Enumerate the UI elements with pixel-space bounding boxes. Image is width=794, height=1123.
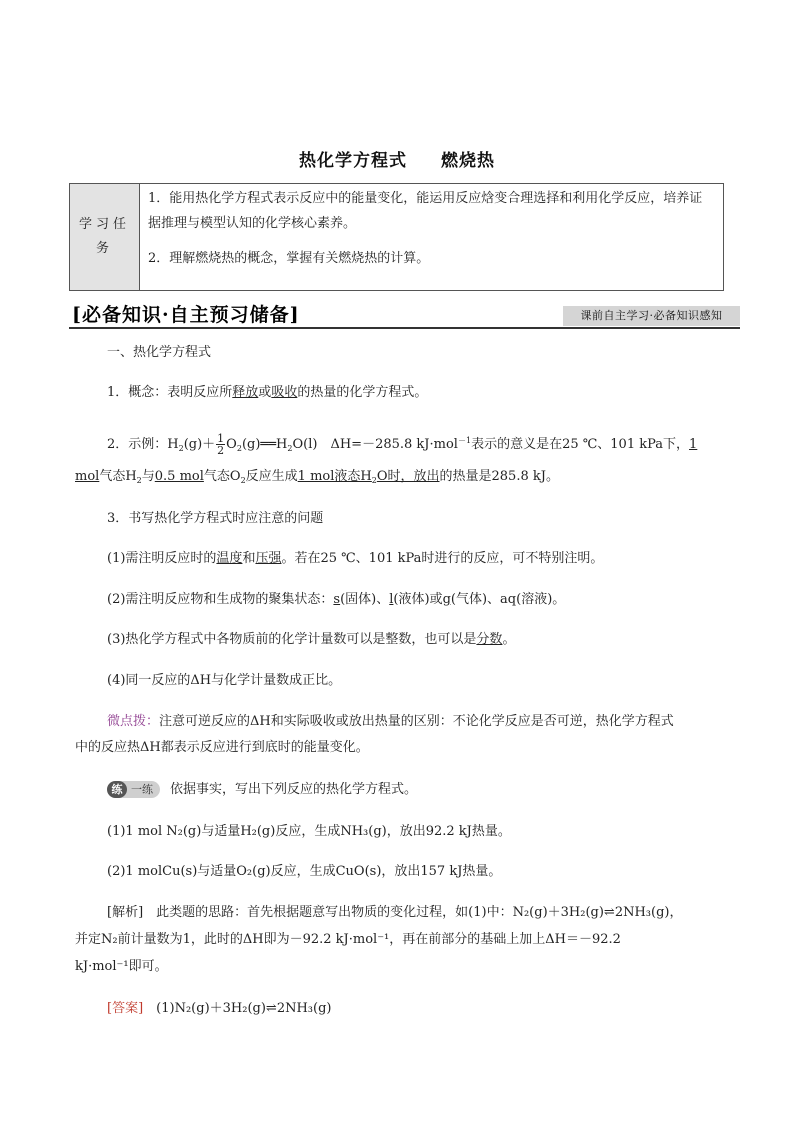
- section-tag: 课前自主学习·必备知识感知: [563, 306, 740, 326]
- task-body: [140, 184, 723, 290]
- note-3: (3)热化学方程式中各物质前的化学计量数可以是整数，也可以是分数。: [107, 632, 516, 647]
- note-4: (4)同一反应的ΔH与化学计量数成正比。: [107, 673, 342, 688]
- tip-label: 微点拨：: [107, 714, 160, 729]
- practice-line: 练 一练 依据事实，写出下列反应的热化学方程式。: [107, 779, 417, 801]
- analysis-label: [解析]: [107, 905, 144, 920]
- task-item-2: 2．理解燃烧热的概念，掌握有关燃烧热的计算。: [148, 251, 430, 266]
- page-title: 热化学方程式 燃烧热: [299, 151, 495, 171]
- concept-line: 1．概念：表明反应所释放或吸收的热量的化学方程式。: [107, 385, 428, 400]
- fraction-one-half: $\frac{1}{2}$: [217, 432, 225, 457]
- practice-badge: 练 一练: [107, 781, 160, 798]
- example-line-2: mol气态$H_2$与0.5 mol气态$O_2$反应生成1 mol液态$H_2O$时，放出的热量是285.8 kJ。: [75, 469, 559, 485]
- analysis-line-1: [解析] 此类题的思路：首先根据题意写出物质的变化过程，如(1)中：N₂(g)＋3H₂(g)⇌2NH₃(g)，: [107, 905, 683, 920]
- example-line-1: 2．示例：$H_2(g)+$ $\frac{1}{2}$ $O_2(g)══H_2O(l)$ ΔH=－285.8 kJ·mol$^{-1}$表示的意义是在25 ℃、101 kPa下，1: [107, 432, 698, 457]
- analysis-line-3: kJ·mol⁻¹即可。: [75, 959, 168, 974]
- question-1: (1)1 mol N₂(g)与适量H₂(g)反应，生成NH₃(g)，放出92.2 kJ热量。: [107, 824, 511, 839]
- task-label: 学习任务: [70, 184, 140, 290]
- note-2: (2)需注明反应物和生成物的聚集状态：s(固体)、l(液体)或g(气体)、aq(溶液)。: [107, 592, 566, 607]
- question-2: (2)1 molCu(s)与适量O₂(g)反应，生成CuO(s)，放出157 kJ热量。: [107, 864, 502, 879]
- answer-label: [答案]: [107, 1001, 144, 1016]
- section-divider: [69, 327, 740, 329]
- note-1: (1)需注明反应时的温度和压强。若在25 ℃、101 kPa时进行的反应，可不特别注明。: [107, 551, 604, 566]
- analysis-line-2: 并定N₂前计量数为1，此时的ΔH即为－92.2 kJ·mol⁻¹，再在前部分的基础上加上ΔH＝－92.2: [75, 932, 621, 947]
- section-heading: [必备知识·自主预习储备]: [72, 304, 300, 326]
- heading-thermo-equation: 一、热化学方程式: [107, 345, 212, 360]
- learning-task-box: [69, 183, 724, 291]
- heading-notes: 3．书写热化学方程式时应注意的问题: [107, 511, 324, 526]
- tip-line-2: 中的反应热ΔH都表示反应进行到底时的能量变化。: [75, 740, 369, 755]
- task-item-1: 1．能用热化学方程式表示反应中的能量变化，能运用反应焓变合理选择和利用化学反应，培养证据推理与模型认知的化学核心素养。: [148, 191, 703, 231]
- tip-line-1: 微点拨：注意可逆反应的ΔH和实际吸收或放出热量的区别：不论化学反应是否可逆，热化学方程式: [107, 714, 674, 729]
- answer-line: [答案] (1)N₂(g)＋3H₂(g)⇌2NH₃(g): [107, 1001, 332, 1016]
